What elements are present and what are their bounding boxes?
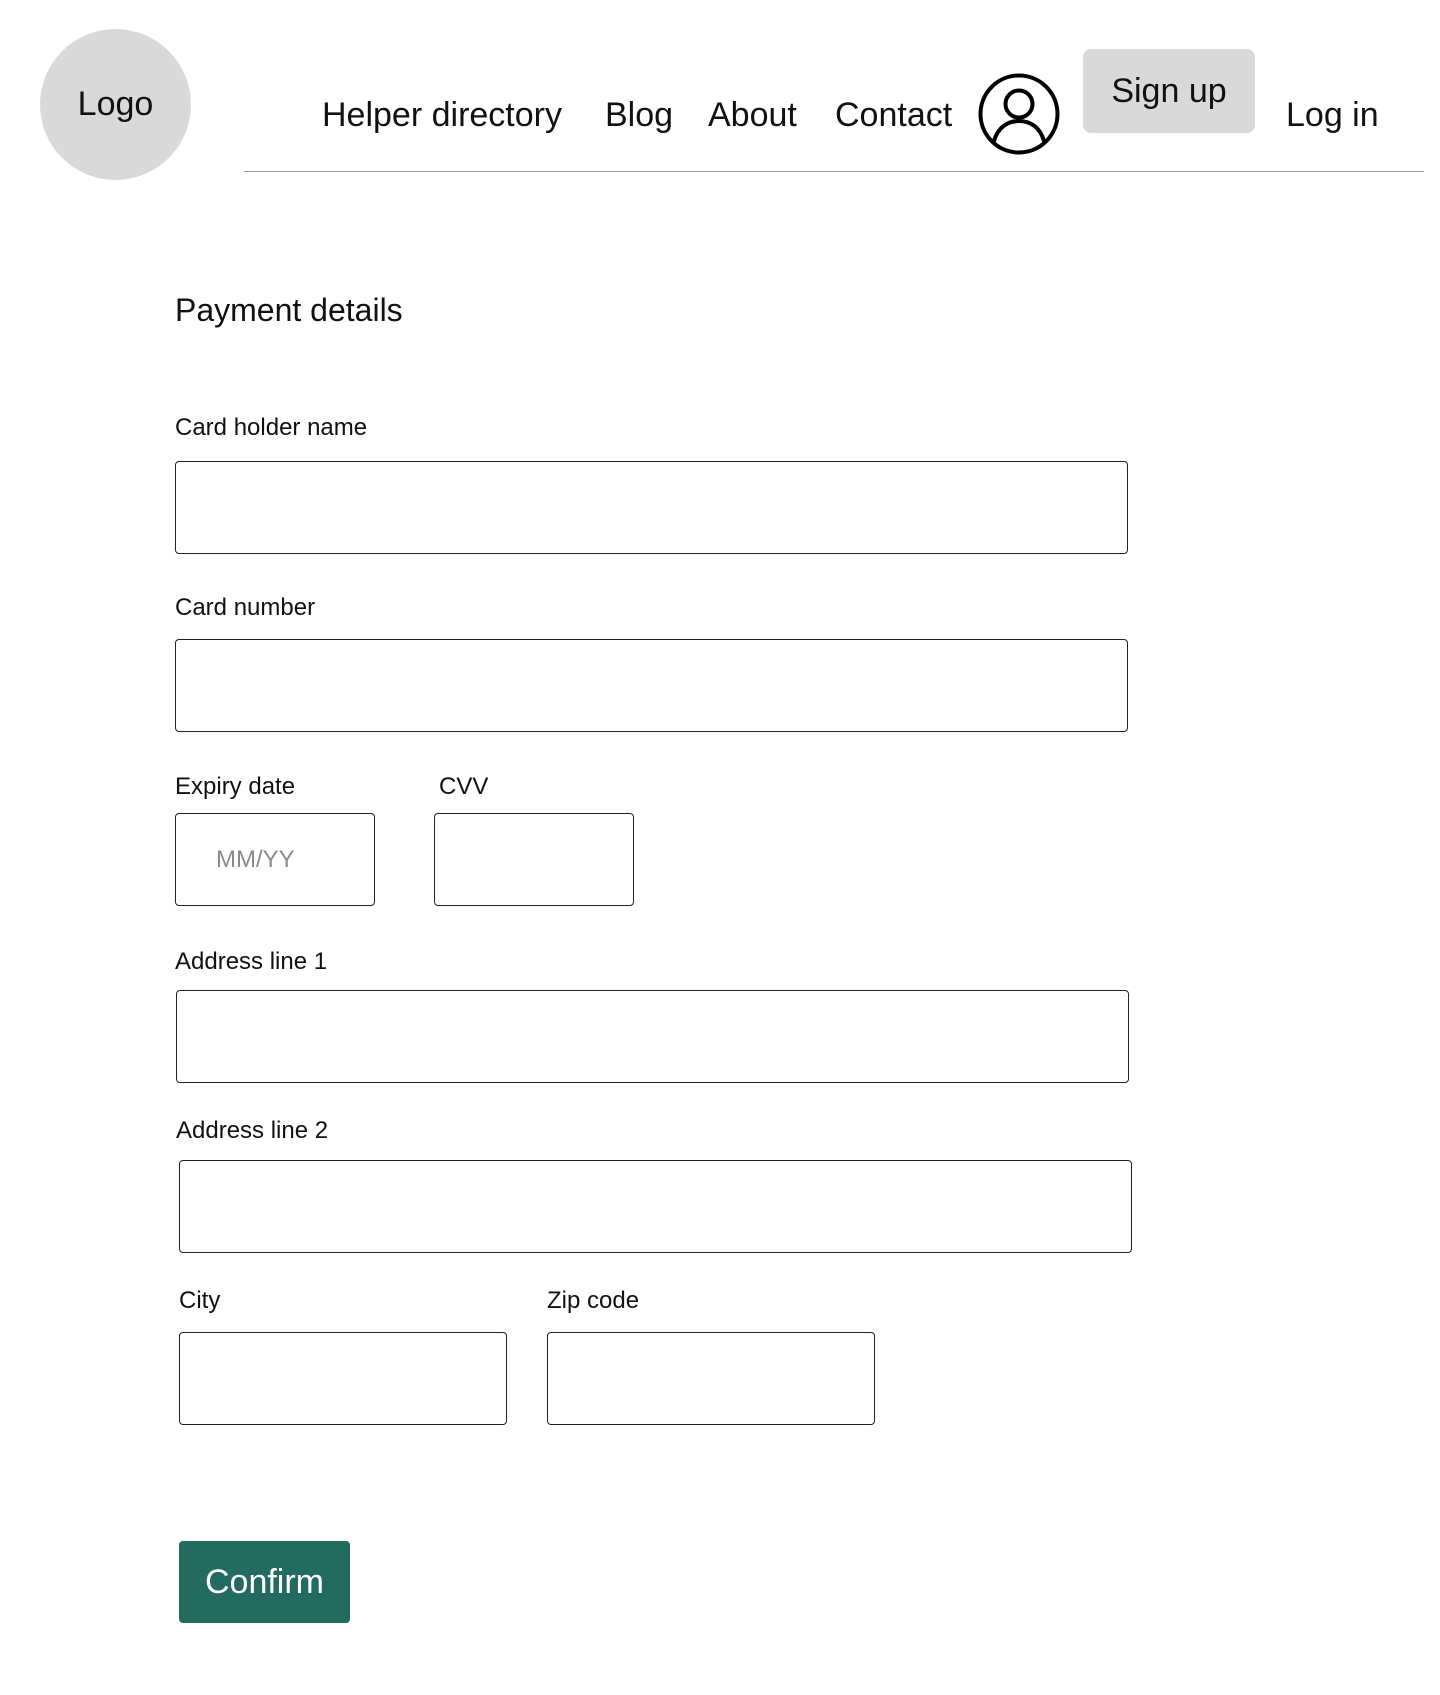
login-link[interactable]: Log in [1286, 96, 1379, 134]
cvv-input[interactable] [434, 813, 634, 906]
cvv-label: CVV [439, 773, 489, 800]
confirm-label: Confirm [204, 1562, 325, 1601]
address-line-1-label: Address line 1 [175, 948, 328, 975]
logo[interactable] [40, 29, 191, 180]
nav-contact[interactable]: Contact [835, 96, 953, 134]
nav-blog[interactable]: Blog [605, 96, 674, 134]
logo-text: Logo [77, 85, 154, 123]
address-line-2-label: Address line 2 [176, 1117, 329, 1144]
address-line-1-input[interactable] [176, 990, 1129, 1083]
address-line-2-input[interactable] [179, 1160, 1132, 1253]
city-input[interactable] [179, 1332, 507, 1425]
nav-about[interactable]: About [708, 96, 797, 134]
card-number-label: Card number [175, 594, 316, 621]
zip-code-label: Zip code [547, 1287, 640, 1314]
user-circle-icon[interactable] [978, 73, 1060, 155]
card-holder-input[interactable] [175, 461, 1128, 554]
signup-button[interactable] [1083, 49, 1255, 133]
zip-code-input[interactable] [547, 1332, 875, 1425]
card-holder-label: Card holder name [175, 414, 368, 441]
page-title: Payment details [175, 292, 403, 328]
card-number-input[interactable] [175, 639, 1128, 732]
expiry-date-input[interactable] [175, 813, 375, 906]
city-label: City [179, 1287, 221, 1314]
expiry-date-label: Expiry date [175, 773, 296, 800]
signup-label: Sign up [1111, 71, 1227, 110]
confirm-button[interactable] [179, 1541, 350, 1623]
header-divider [244, 171, 1424, 172]
nav-helper-directory[interactable]: Helper directory [322, 96, 562, 134]
